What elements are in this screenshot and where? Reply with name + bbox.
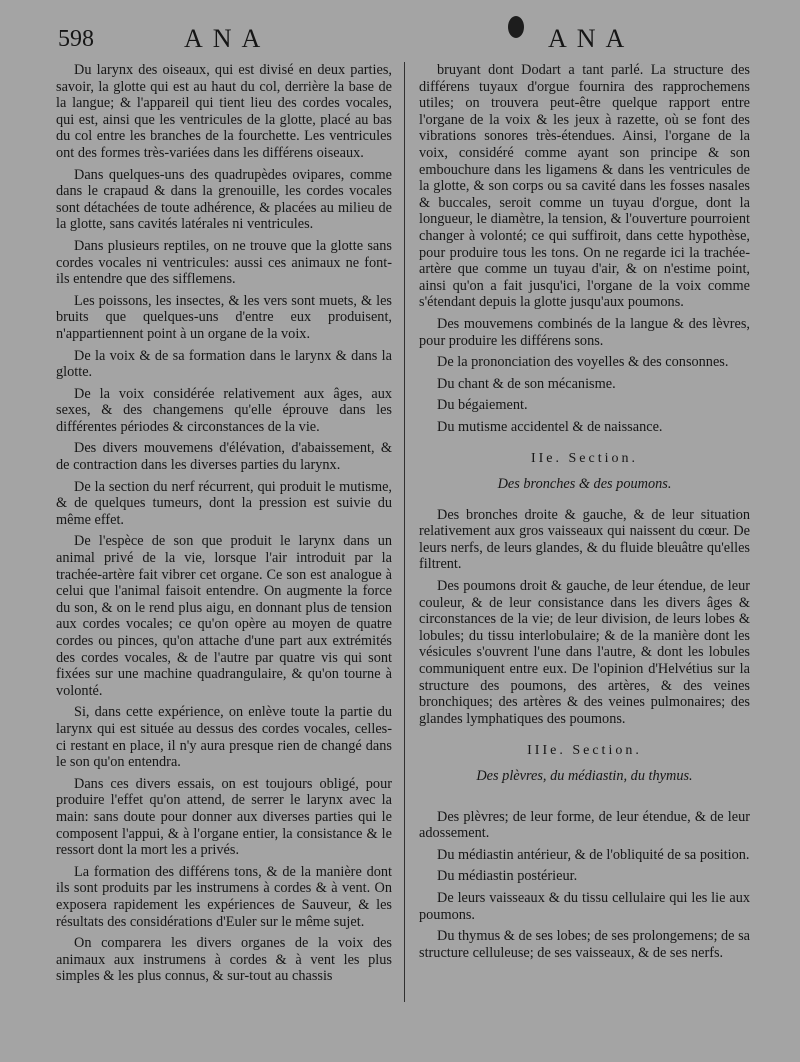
paragraph: Dans plusieurs reptiles, on ne trouve que la glotte sans cordes vocales ni ventricules: aussi ces animaux ne font-ils entendre que des sifflemens. xyxy=(56,237,392,288)
paragraph: On comparera les divers organes de la voix des animaux aux instrumens à cordes & à vent les plus simples & les plus connus, & sur-tout au chassis xyxy=(56,935,392,985)
paragraph: bruyant dont Dodart a tant parlé. La structure des différens tuyaux d'orgue fournira des rapprochemens utiles; on trouvera peut-être quelque rapport entre l'organe de la voix & les jeux à razette, où se font des vibrations sonores très-étendues. Ainsi, l'organe de la voix, considéré comme ayant son principe & son embouchure dans les ligamens & dans les ventricules de la glotte, & son corps ou sa cavité dans les fosses nasales & buccales, seroit comme un tuyau d'orgue, dont la longueur, le diamètre, la tension, & l'ouverture pourroient changer à volonté; ce qui suffiroit, dans cette hypothèse, pour produire tous les tons. On ne regarde ici la trachée-artère que comme un tuyau d'air, & on n'estime point, ainsi qu'on a fait jusqu'ici, l'organe de la voix comme s'étendant depuis la glotte jusqu'aux poumons. xyxy=(419,62,750,311)
paragraph: De l'espèce de son que produit le larynx dans un animal privé de la vie, lorsque l'air introduit par la trachée-artère fait vibrer cet organe. Ce son est analogue à celui que l'animal faisoit entendre. On augmente la force du son, & on le rend plus aigu, en donnant plus de tension aux cordes vocales; ce qu'on opère au moyen de quatre cordes ou pinces, qu'on attache d'une part aux extrémités des cordes vocales, & de l'autre par quatre vis qui sont fixées sur une machine quadrangulaire, & qu'on tourne à volonté. xyxy=(56,533,392,699)
paragraph: La formation des différens tons, & de la manière dont ils sont produits par les instrumens à cordes & à vent. On exposera rapidement les expériences de Sauveur, & les résultats des considérations d'Euler sur le même sujet. xyxy=(56,863,392,930)
paragraph: Des plèvres; de leur forme, de leur étendue, & de leur adossement. xyxy=(419,808,750,842)
section-heading: IIe. Section. xyxy=(530,451,639,467)
paragraph: Les poissons, les insectes, & les vers sont muets, & les bruits que quelques-uns d'entre eux produisent, n'appartiennent point à un organe de la voix. xyxy=(56,292,392,342)
running-head-right: ANA xyxy=(548,24,635,53)
column-rule xyxy=(404,62,405,1002)
paragraph: Si, dans cette expérience, on enlève toute la partie du larynx qui est située au dessus des cordes vocales, celles-ci restant en place, il n'y aura presque rien de changé dans le son qu'on entendra. xyxy=(56,704,392,771)
right-column xyxy=(419,62,750,966)
paragraph: De la section du nerf récurrent, qui produit le mutisme, & de quelques tumeurs, dont la pression est suivie du même effet. xyxy=(56,478,392,528)
ink-blot xyxy=(508,16,524,38)
section-title: Des bronches & des poumons. xyxy=(497,476,672,493)
running-head-left: ANA xyxy=(184,24,271,53)
paragraph: Des poumons droit & gauche, de leur étendue, de leur couleur, & de leur consistance dans les divers âges & circonstances de la vie; de leur division, de leurs lobes & lobules; du tissu interlobulaire; & de la manière dont les vésicules s'ouvrent l'une dans l'autre, & dont les lobules communiquent entre eux. De l'opinion d'Helvétius sur la structure des poumons, des artères, & des veines bronchiques; des artères & des veines pulmonaires; des glandes lymphatiques des poumons. xyxy=(419,578,750,727)
paragraph: Du médiastin postérieur. xyxy=(437,868,578,885)
spacer xyxy=(419,799,750,809)
paragraph: Dans quelques-uns des quadrupèdes ovipares, comme dans le crapaud & dans la grenouille, les cordes vocales sont détachées de toute adhérence, & placées au milieu de la glotte, sans cavités latérales ni ventricules. xyxy=(56,166,392,233)
paragraph: Du thymus & de ses lobes; de ses prolongemens; de sa structure celluleuse; de ses vaisseaux, & de ses nerfs. xyxy=(419,928,750,961)
paragraph: De la prononciation des voyelles & des consonnes. xyxy=(437,354,729,371)
paragraph: Des divers mouvemens d'élévation, d'abaissement, & de contraction dans les diverses parties du larynx. xyxy=(56,440,392,474)
list-item: Du chant & de son mécanisme. xyxy=(437,375,616,392)
paragraph: De la voix & de sa formation dans le larynx & dans la glotte. xyxy=(56,347,392,381)
paragraph: De la voix considérée relativement aux âges, aux sexes, & des changemens qu'elle éprouve dans les différentes périodes & circonstances de la vie. xyxy=(56,385,392,435)
paragraph: Du larynx des oiseaux, qui est divisé en deux parties, savoir, la glotte qui est au haut du col, derrière la base de la langue; & l'appareil qui tient lieu des cordes vocales, qui est, ainsi que les ventricules de la glotte, placé au bas du col entre les branches de la fourchette. Les ventricules ont des formes très-variées dans les différens oiseaux. xyxy=(56,62,392,161)
list-item: Du mutisme accidentel & de naissance. xyxy=(437,418,663,435)
section-heading: IIIe. Section. xyxy=(527,743,642,759)
paragraph: Du médiastin antérieur, & de l'obliquité de sa position. xyxy=(437,846,750,863)
paragraph: Dans ces divers essais, on est toujours obligé, pour produire l'effet qu'on attend, de serrer le larynx avec la main: sans doute pour donner aux diverses parties qui le composent l'appui, & à l'organe entier, la consistance & le ressort dont la mort les a privés. xyxy=(56,775,392,859)
paragraph: Des bronches droite & gauche, & de leur situation relativement aux gros vaisseaux qui naissent du cœur. De leurs nerfs, de leurs glandes, & du fluide bleuâtre qu'elles filtrent. xyxy=(419,506,750,573)
paragraph: De leurs vaisseaux & du tissu cellulaire qui les lie aux poumons. xyxy=(419,889,750,923)
section-title: Des plèvres, du médiastin, du thymus. xyxy=(476,767,693,784)
page-number: 598 xyxy=(58,26,94,52)
paragraph: Des mouvemens combinés de la langue & des lèvres, pour produire les différens sons. xyxy=(419,315,750,349)
list-item: Du bégaiement. xyxy=(437,397,528,414)
left-column xyxy=(56,62,392,990)
